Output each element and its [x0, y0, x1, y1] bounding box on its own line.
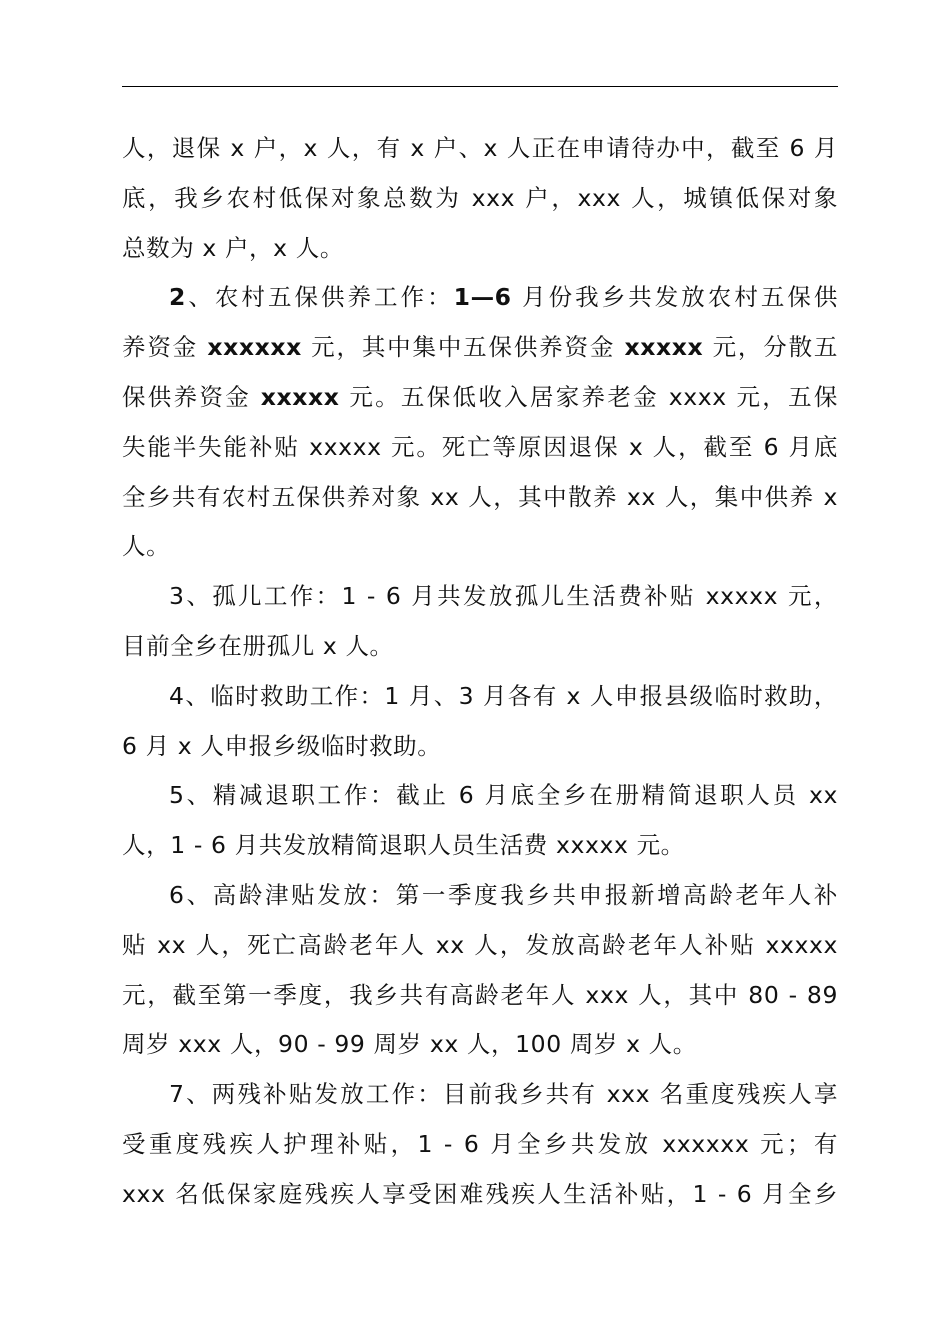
text-line: 人，1 - 6 月共发放精简退职人员生活费 xxxxx 元。 — [122, 831, 685, 860]
text-line — [122, 373, 838, 423]
header-rule — [122, 86, 838, 87]
text-line — [122, 323, 838, 373]
text-run: 月份我乡共发放农村五保供 — [511, 283, 838, 312]
text-run: 保供养资金 — [122, 382, 261, 411]
text-line: 受重度残疾人护理补贴，1 - 6 月全乡共发放 xxxxxx 元；有 — [122, 1129, 838, 1158]
text-line: xxx 名低保家庭残疾人享受困难残疾人生活补贴，1 - 6 月全乡 — [122, 1179, 838, 1208]
bold-text: 2 — [169, 283, 186, 312]
text-line: 贴 xx 人，死亡高龄老年人 xx 人，发放高龄老年人补贴 xxxxx — [122, 930, 838, 959]
text-line: 底，我乡农村低保对象总数为 xxx 户，xxx 人，城镇低保对象 — [122, 183, 838, 212]
text-run: 、农村五保供养工作： — [185, 283, 454, 312]
text-line: 失能半失能补贴 xxxxx 元。死亡等原因退保 x 人，截至 6 月底 — [122, 432, 838, 461]
bold-text: xxxxxx — [207, 333, 302, 362]
text-line: 4、临时救助工作：1 月、3 月各有 x 人申报县级临时救助， — [169, 681, 838, 710]
bold-text: xxxxx — [260, 382, 340, 411]
text-line: 周岁 xxx 人，90 - 99 周岁 xx 人，100 周岁 x 人。 — [122, 1030, 697, 1059]
text-line: 3、孤儿工作：1 - 6 月共发放孤儿生活费补贴 xxxxx 元， — [169, 582, 838, 611]
text-line — [122, 273, 838, 323]
text-line: 人。 — [122, 532, 171, 561]
text-run: 养资金 — [122, 333, 208, 362]
bold-text: xxxxx — [624, 333, 704, 362]
text-run: 元。五保低收入居家养老金 xxxx 元，五保 — [339, 382, 838, 411]
bold-text: 1—6 — [453, 283, 512, 312]
text-line: 人，退保 x 户，x 人，有 x 户、x 人正在申请待办中，截至 6 月 — [122, 134, 838, 162]
text-run: 元，分散五 — [703, 333, 838, 362]
text-run: 元，其中集中五保供养资金 — [301, 333, 625, 362]
text-line: 6、高龄津贴发放：第一季度我乡共申报新增高龄老年人补 — [169, 880, 838, 909]
text-line: 元，截至第一季度，我乡共有高龄老年人 xxx 人，其中 80 - 89 — [122, 980, 838, 1009]
text-line: 目前全乡在册孤儿 x 人。 — [122, 631, 394, 660]
text-line: 6 月 x 人申报乡级临时救助。 — [122, 731, 442, 760]
text-line: 5、精减退职工作：截止 6 月底全乡在册精简退职人员 xx — [169, 781, 838, 810]
body-text — [122, 124, 838, 1220]
text-line: 7、两残补贴发放工作：目前我乡共有 xxx 名重度残疾人享 — [169, 1080, 838, 1109]
text-line: 全乡共有农村五保供养对象 xx 人，其中散养 xx 人，集中供养 x — [122, 482, 838, 511]
text-line: 总数为 x 户，x 人。 — [122, 233, 344, 262]
